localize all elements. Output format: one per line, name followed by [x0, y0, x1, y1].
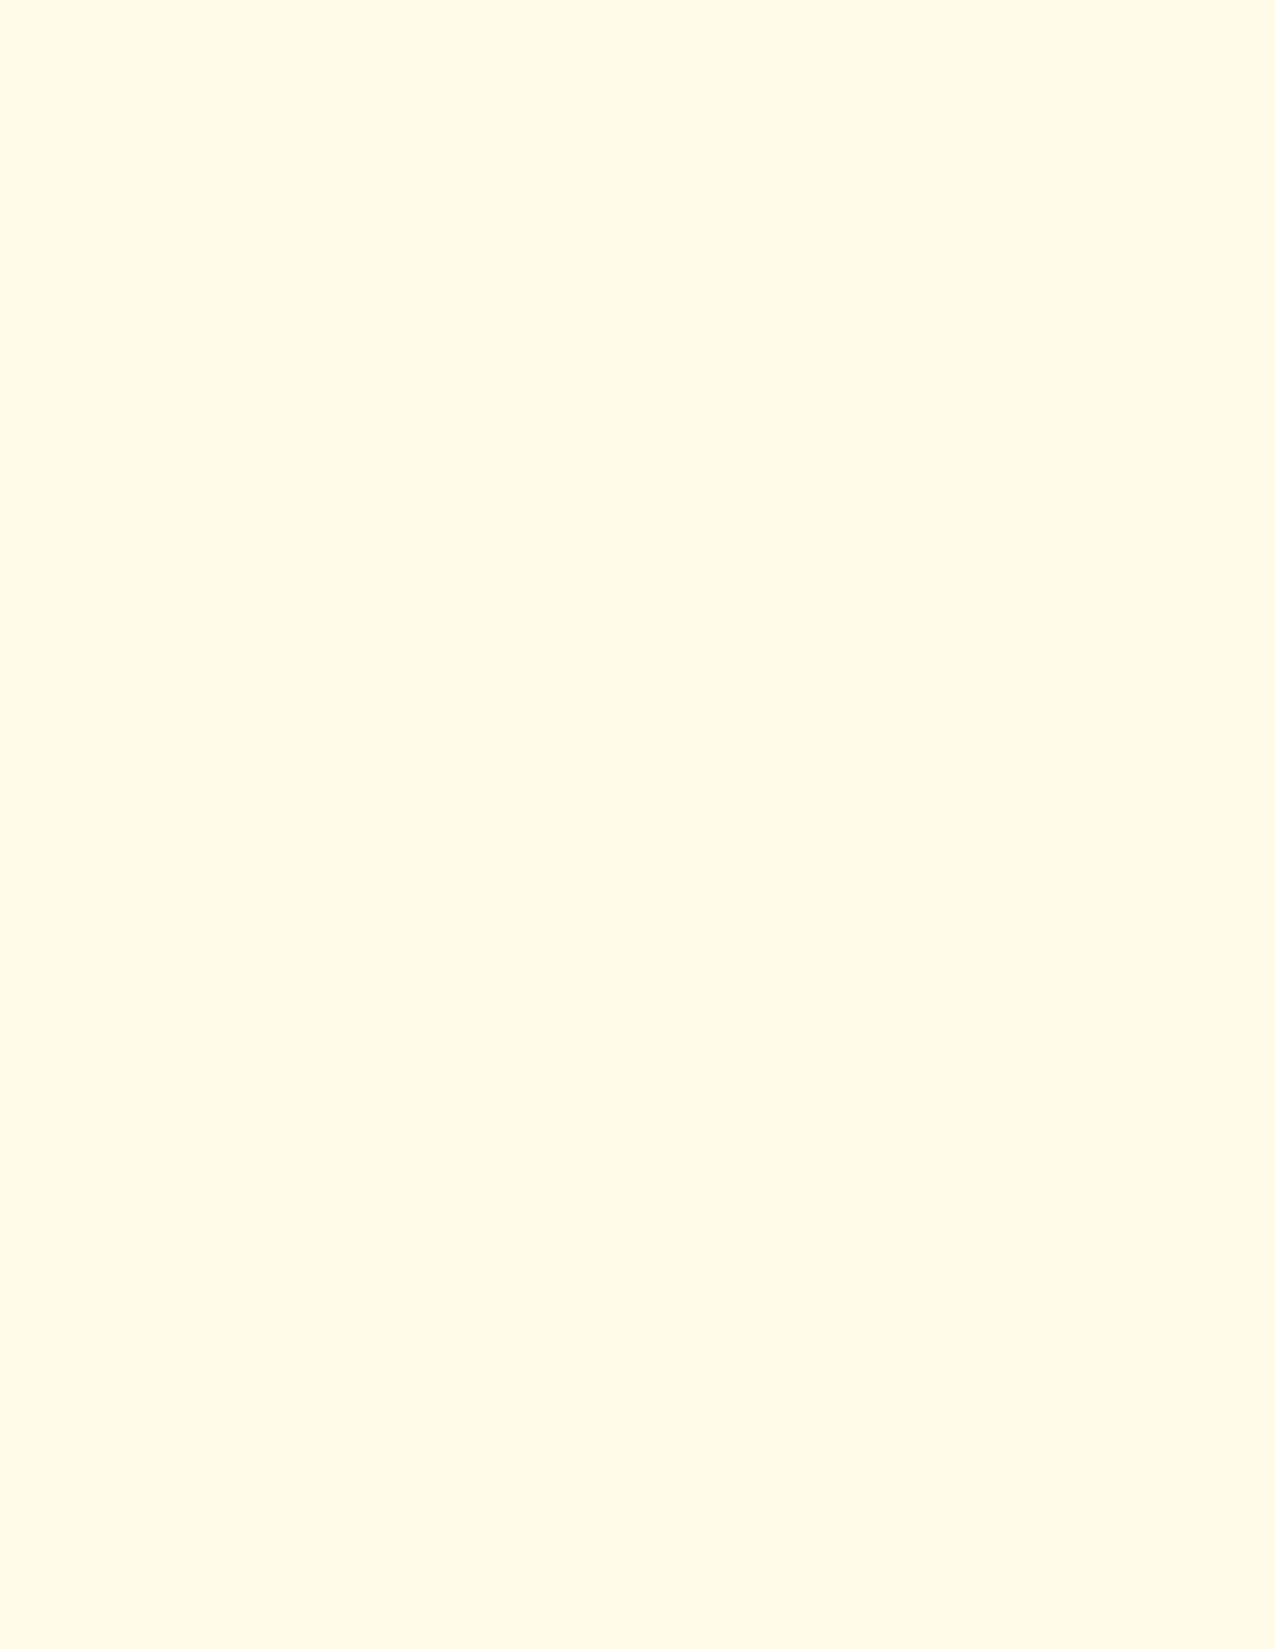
leaf-vine-bottom-decoration: [0, 1350, 1275, 1649]
leaf-vine-top-decoration: [0, 0, 1275, 290]
